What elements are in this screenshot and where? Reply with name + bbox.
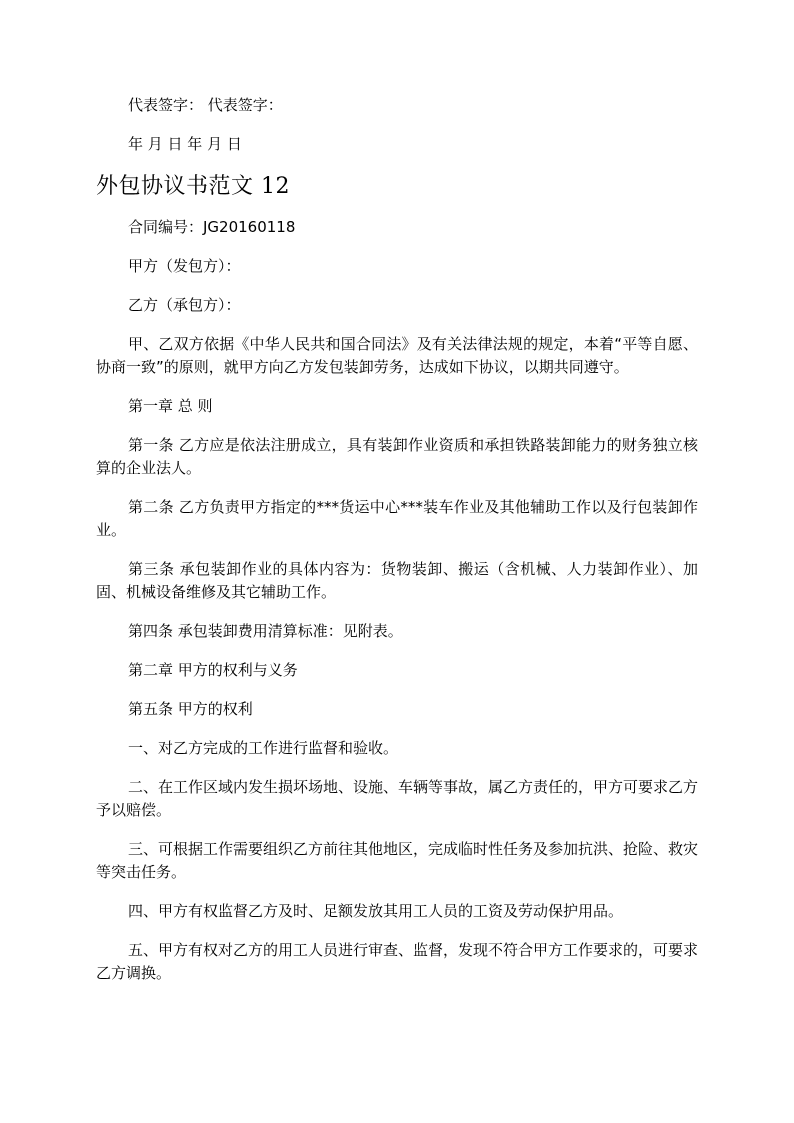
article-paragraph: 第二条 乙方负责甲方指定的***货运中心***装车作业及其他辅助工作以及行包装卸作业。 — [96, 498, 698, 539]
preamble-paragraph: 甲、乙双方依据《中华人民共和国合同法》及有关法律法规的规定，本着“平等自愿、协商一致”的原则，就甲方向乙方发包装卸劳务，达成如下协议，以期共同遵守。 — [96, 335, 698, 376]
chapter-heading: 第二章 甲方的权利与义务 — [128, 661, 298, 679]
list-paragraph: 二、在工作区域内发生损坏场地、设施、车辆等事故，属乙方责任的，甲方可要求乙方予以赔偿。 — [96, 778, 699, 819]
signature-line: 代表签字： 代表签字： — [128, 96, 283, 114]
article-paragraph: 第五条 甲方的权利 — [128, 700, 253, 718]
chapter-heading: 第一章 总 则 — [128, 397, 213, 415]
list-paragraph: 四、甲方有权监督乙方及时、足额发放其用工人员的工资及劳动保护用品。 — [128, 902, 624, 920]
date-line: 年 月 日 年 月 日 — [128, 135, 242, 153]
list-paragraph: 三、可根据工作需要组织乙方前往其他地区，完成临时性任务及参加抗洪、抢险、救灾等突击任务。 — [96, 840, 699, 881]
contract-number: 合同编号：JG20160118 — [128, 218, 296, 236]
document-title: 外包协议书范文 12 — [96, 174, 290, 199]
article-paragraph: 第四条 承包装卸费用清算标准：见附表。 — [128, 622, 403, 640]
party-a: 甲方（发包方）： — [128, 257, 241, 275]
list-paragraph: 一、对乙方完成的工作进行监督和验收。 — [128, 739, 399, 757]
document-body — [96, 94, 698, 1001]
article-paragraph: 第三条 承包装卸作业的具体内容为：货物装卸、搬运（含机械、人力装卸作业）、加固、机械设备维修及其它辅助工作。 — [96, 560, 698, 601]
article-paragraph: 第一条 乙方应是依法注册成立，具有装卸作业资质和承担铁路装卸能力的财务独立核算的企业法人。 — [96, 436, 698, 477]
party-b: 乙方（承包方）： — [128, 296, 241, 314]
list-paragraph: 五、甲方有权对乙方的用工人员进行审查、监督，发现不符合甲方工作要求的，可要求乙方调换。 — [96, 941, 699, 982]
